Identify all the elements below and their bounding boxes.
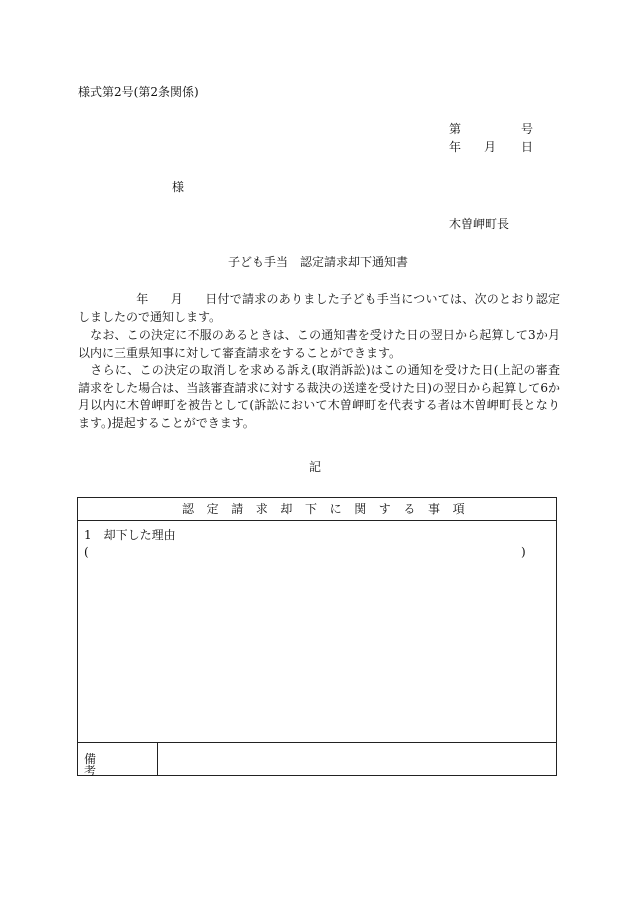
remarks-label-cell xyxy=(78,743,158,778)
remarks-row xyxy=(78,743,556,778)
table-header-row xyxy=(78,498,556,521)
document-title: 子ども手当 認定請求却下通知書 xyxy=(228,255,409,269)
sender-name: 木曽岬町長 xyxy=(449,217,510,231)
para1-year-label: 年 xyxy=(136,292,149,306)
para1-text: 日付で請求のありました子ども手当については、次のとおり認定しましたので通知します。 xyxy=(78,292,560,324)
body-paragraph-3: さらに、この決定の取消しを求める訴え(取消訴訟)はこの通知を受けた日(上記の審査請求をした場合は、当該審査請求に対する裁決の送達を受けた日)の翌日から起算して6か月以内に木曽岬町を被告として(訴訟において木曽岬町を代表する者は木曽岬町長となります。)提起することができます。 xyxy=(78,363,560,430)
table-header: 認定請求却下に関する事項 xyxy=(182,502,478,516)
notice-heading: 記 xyxy=(309,460,322,474)
document-number-suffix: 号 xyxy=(521,122,534,136)
rejection-reason-label: 1 却下した理由 xyxy=(84,528,176,542)
reason-open-paren: ( xyxy=(84,545,89,559)
date-year-label: 年 xyxy=(449,140,462,154)
para1-month-label: 月 xyxy=(170,292,183,306)
body-paragraph-2: なお、この決定に不服のあるときは、この通知書を受けた日の翌日から起算して3か月以内に三重県知事に対して審査請求をすることができます。 xyxy=(78,328,560,360)
reason-close-paren: ) xyxy=(521,545,526,559)
document-number-prefix: 第 xyxy=(449,122,462,136)
date-month-label: 月 xyxy=(484,140,497,154)
body-paragraph-1 xyxy=(78,291,560,326)
rejection-reason-cell[interactable] xyxy=(78,521,556,743)
form-number: 様式第2号(第2条関係) xyxy=(78,85,199,99)
addressee: 様 xyxy=(172,180,185,194)
remarks-label: 備考 xyxy=(84,752,141,778)
rejection-matters-table xyxy=(77,497,557,776)
date-day-label: 日 xyxy=(521,140,534,154)
remarks-value-cell[interactable] xyxy=(158,743,556,775)
